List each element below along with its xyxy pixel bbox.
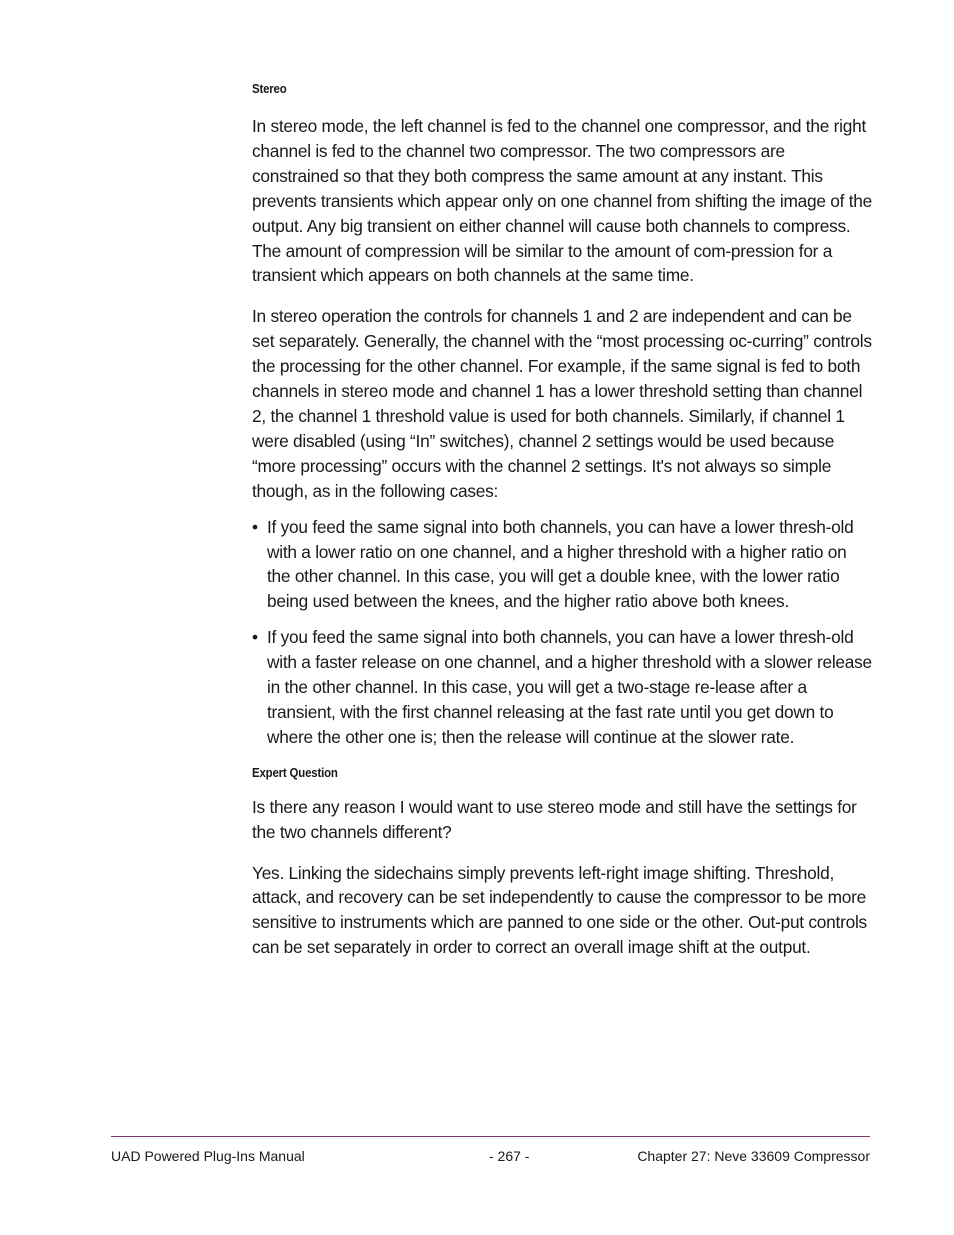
bullet-item-two-stage-release (252, 625, 872, 750)
footer-page-number: - 267 - (489, 1148, 530, 1164)
section-heading-expert-question: Expert Question (252, 764, 338, 780)
footer-chapter-title: Chapter 27: Neve 33609 Compressor (637, 1148, 870, 1164)
paragraph-stereo-mode: In stereo mode, the left channel is fed to the channel one compressor, and the right channel is fed to the channel two compressor. The two compressors are constrained so that they both compress the same amount at any instant. This prevents transients which appear only on one channel from shifting the image of the output. Any big transient on either channel will cause both channels to compress. The amount of compression will be similar to the amount of com-pression for a transient which appears on both channels at the same time. (252, 116, 872, 286)
bullet-glyph: • (252, 627, 258, 648)
footer-divider (111, 1136, 870, 1137)
paragraph-expert-question: Is there any reason I would want to use stereo mode and still have the settings for the two channels different? (252, 796, 857, 842)
bullet-glyph: • (252, 516, 258, 537)
bullet-text: If you feed the same signal into both channels, you can have a lower thresh-old with a lower ratio on one channel, and a higher threshold with a higher ratio on the other channel. In this case, you will get a double knee, with the lower ratio being used between the knees, and the higher ratio above both knees. (267, 516, 854, 612)
bullet-item-double-knee (252, 515, 872, 615)
bullet-text: If you feed the same signal into both channels, you can have a lower thresh-old with a faster release on one channel, and a higher threshold with a slower release in the other channel. In this case, you will get a two-stage re-lease after a transient, with the first channel releasing at the fast rate until you get down to where the other one is; then the release will continue at the slower rate. (267, 627, 872, 747)
paragraph-expert-answer: Yes. Linking the sidechains simply prevents left-right image shifting. Threshold, attack, and recovery can be set independently to cause the compressor to be more sensitive to instruments which are panned to one side or the other. Out-put controls can be set separately in order to correct an overall image shift at the output. (252, 862, 867, 958)
footer-manual-title: UAD Powered Plug-Ins Manual (111, 1148, 305, 1164)
section-heading-stereo: Stereo (252, 81, 287, 96)
page-content (252, 78, 872, 960)
paragraph-stereo-operation: In stereo operation the controls for channels 1 and 2 are independent and can be set separately. Generally, the channel with the “most processing oc-curring” controls the processing for the other channel. For example, if the same signal is fed to both channels in stereo mode and channel 1 has a lower threshold setting than channel 2, the channel 1 threshold value is used for both channels. Similarly, if channel 1 were disabled (using “In” switches), channel 2 settings would be used because “more processing” occurs with the channel 2 settings. It's not always so simple though, as in the following cases: (252, 306, 872, 501)
